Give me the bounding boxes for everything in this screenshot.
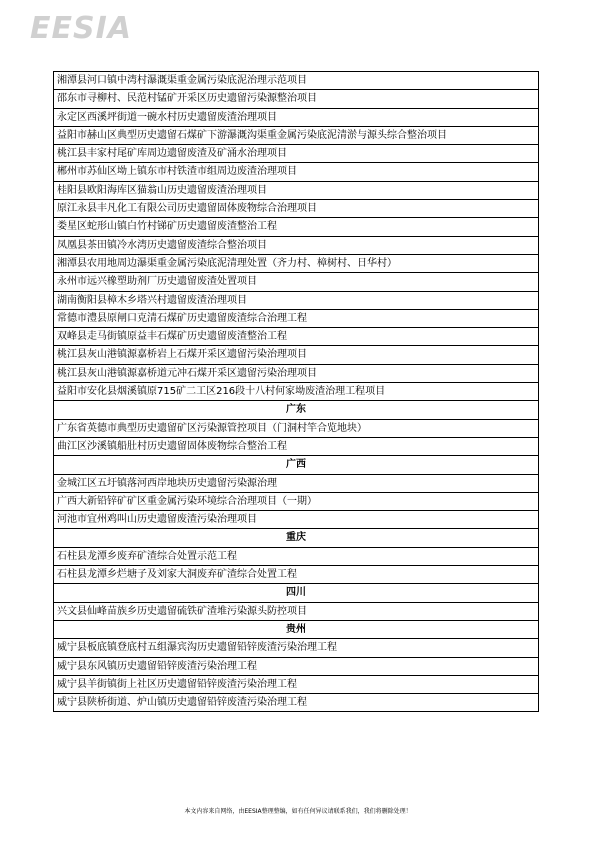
eesia-logo: EESIA: [30, 11, 132, 46]
project-row: 常德市澧县原闸口克清石煤矿历史遗留废渣综合治理工程: [54, 310, 538, 328]
project-row: 永定区西溪坪街道一碗水村历史遗留废渣治理项目: [54, 109, 538, 127]
project-row: 永州市远兴橡塑助剂厂历史遗留废渣处置项目: [54, 273, 538, 291]
project-row: 威宁县陕桥街道、炉山镇历史遗留铅锌废渣污染治理工程: [54, 694, 538, 712]
project-row: 石柱县龙潭乡废弃矿渣综合处置示范工程: [54, 548, 538, 566]
region-header: 广东: [54, 401, 538, 419]
region-header: 广西: [54, 456, 538, 474]
project-row: 桃江县灰山港镇源嘉桥岩上石煤开采区遗留污染治理项目: [54, 346, 538, 364]
project-row: 娄星区蛇形山镇白竹村锑矿历史遗留废渣整治工程: [54, 218, 538, 236]
project-row: 湘潭县农用地周边瀑渠重金属污染底泥清理处置（齐力村、樟树村、日华村）: [54, 255, 538, 273]
project-row: 桃江县丰家村尾矿库周边遗留废渣及矿涌水治理项目: [54, 145, 538, 163]
project-row: 威宁县羊街镇街上社区历史遗留铅锌废渣污染治理工程: [54, 676, 538, 694]
project-row: 凤凰县茶田镇冷水湾历史遗留废渣综合整治项目: [54, 237, 538, 255]
project-table: [53, 71, 539, 712]
project-row: 桃江县灰山港镇源嘉桥道元冲石煤开采区遗留污染治理项目: [54, 365, 538, 383]
project-row: 威宁县板底镇登底村五组瀑宾沟历史遗留铅锌废渣污染治理工程: [54, 639, 538, 657]
project-row: 湖南衡阳县樟木乡塔兴村遗留废渣治理项目: [54, 292, 538, 310]
project-row: 桂阳县欧阳海库区猫翁山历史遗留废渣治理项目: [54, 182, 538, 200]
project-row: 原江永县丰凡化工有限公司历史遗留固体废物综合治理项目: [54, 200, 538, 218]
region-header: 四川: [54, 584, 538, 602]
project-row: 益阳市安化县烟溪镇原715矿二工区216段十八村何家坳废渣治理工程项目: [54, 383, 538, 401]
project-row: 兴文县仙峰苗族乡历史遗留硫铁矿渣堆污染源头防控项目: [54, 603, 538, 621]
project-row: 邵东市寻柳村、民范村锰矿开采区历史遗留污染源整治项目: [54, 90, 538, 108]
project-row: 郴州市苏仙区坳上镇东市村铁渣市组周边废渣治理项目: [54, 163, 538, 181]
project-row: 河池市宜州鸡叫山历史遗留废渣污染治理项目: [54, 511, 538, 529]
region-header: 重庆: [54, 529, 538, 547]
project-row: 金城江区五圩镇落河西岸地块历史遗留污染源治理: [54, 475, 538, 493]
project-row: 湘潭县河口镇中湾村瀑溉渠重金属污染底泥治理示范项目: [54, 72, 538, 90]
project-row: 石柱县龙潭乡烂塘子及刘家大洞废弃矿渣综合处置工程: [54, 566, 538, 584]
project-row: 益阳市赫山区典型历史遗留石煤矿下游瀑溉沟渠重金属污染底泥清淤与源头综合整治项目: [54, 127, 538, 145]
region-header: 贵州: [54, 621, 538, 639]
project-row: 广西大新铅锌矿矿区重金属污染环境综合治理项目（一期）: [54, 493, 538, 511]
project-row: 广东省英德市典型历史遗留矿区污染源管控项目（门洞村竿合览地块）: [54, 420, 538, 438]
project-row: 威宁县东风镇历史遗留铅锌废渣污染治理工程: [54, 658, 538, 676]
project-row: 双峰县走马街镇原益丰石煤矿历史遗留废渣整治工程: [54, 328, 538, 346]
project-row: 曲江区沙溪镇船肚村历史遗留固体废物综合整治工程: [54, 438, 538, 456]
footer-disclaimer: 本文内容来自网络，由EESIA整理整编，如有任何异议请联系我们，我们将删除处理！: [184, 808, 412, 815]
